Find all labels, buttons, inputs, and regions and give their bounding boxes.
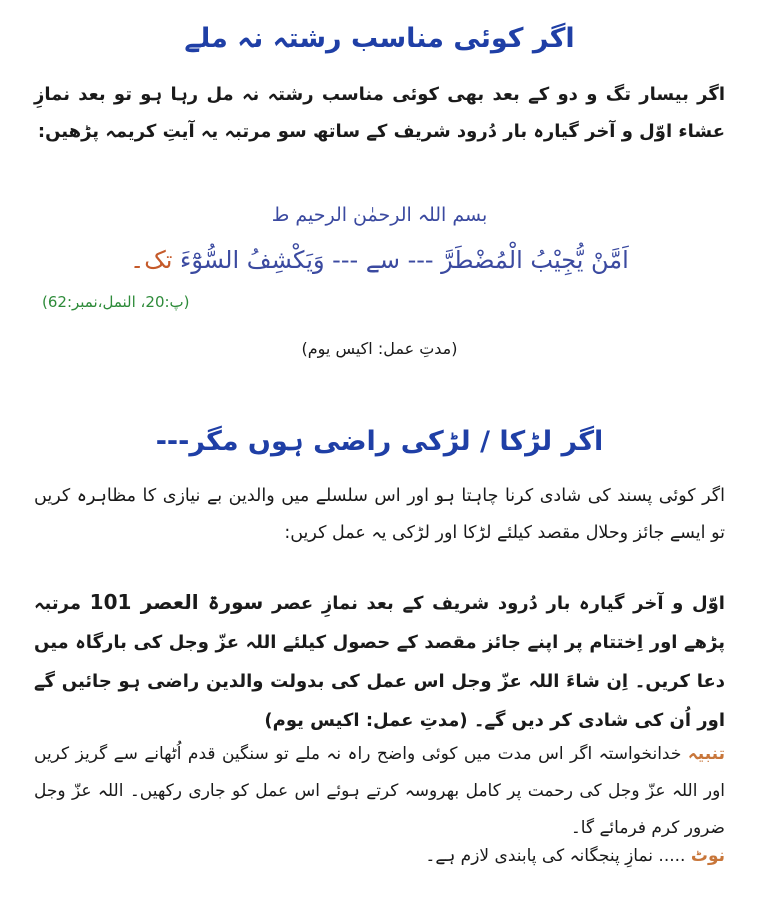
bismillah-line: بسم اللہ الرحمٰن الرحیم ط (271, 204, 488, 226)
instruction-text-before: اوّل و آخر گیارہ بار دُرود شریف کے بعد نمازِ عصر (272, 593, 725, 614)
surah-name: سورۃ العصر 101 (89, 590, 264, 614)
instruction-text-after: مرتبہ پڑھے اور اِختتام پر اپنے جائز مقصد کے حصول کیلئے اللہ عزّ وجل کی بارگاہ میں دعا کریں۔ اِن شاءَ اللہ عزّ وجل اس عمل کی بدولت والدین راضی ہو جائیں گے اور اُن کی شادی کر دیں گے۔ (مدتِ عمل: اکیس یوم) (34, 593, 725, 731)
note-label: نوٹ (690, 846, 725, 866)
section2-instruction-paragraph (34, 583, 725, 740)
warning-paragraph (34, 736, 725, 847)
section-heading-boy-girl-agree: اگر لڑکا / لڑکی راضی ہوں مگر--- (155, 426, 604, 457)
ayah-end-marker: تک۔ (130, 246, 173, 274)
surah-reference: (پ:20، النمل،نمبر:62) (42, 293, 190, 311)
section2-intro-paragraph: اگر کوئی پسند کی شادی کرنا چاہتا ہو اور اس سلسلے میں والدین بے نیازی کا مظاہرہ کریں تو ایسے جائز وحلال مقصد کیلئے لڑکا اور لڑکی یہ عمل کریں: (34, 486, 725, 543)
duration-note: (مدتِ عمل: اکیس یوم) (301, 339, 458, 358)
note-paragraph (34, 838, 725, 875)
section1-paragraph: اگر بیسار تگ و دو کے بعد بھی کوئی مناسب رشتہ نہ مل رہا ہو تو بعد نمازِ عشاء اوّل و آخر گیارہ بار دُرود شریف کے ساتھ سو مرتبہ یہ آیتِ کریمہ پڑھیں: (34, 84, 725, 142)
section-heading-no-suitable-match: اگر کوئی مناسب رشتہ نہ ملے (184, 23, 575, 54)
ayah-text: اَمَّنْ یُّجِیْبُ الْمُضْطَرَّ --- سے --- وَیَکْشِفُ السُّوْٓءَ (180, 246, 629, 274)
ayah-line (0, 242, 759, 278)
note-text: ..... نمازِ پنجگانہ کی پابندی لازم ہے۔ (425, 846, 686, 866)
warning-text: خدانخواستہ اگر اس مدت میں کوئی واضح راہ نہ ملے تو سنگین قدم اُٹھانے سے گریز کریں اور اللہ عزّ وجل کی رحمت پر کامل بھروسہ کرتے ہوئے اس عمل کو جاری رکھیں۔ اللہ عزّ وجل ضرور کرم فرمائے گا۔ (34, 744, 725, 838)
warning-label: تنبیہ (687, 744, 725, 764)
